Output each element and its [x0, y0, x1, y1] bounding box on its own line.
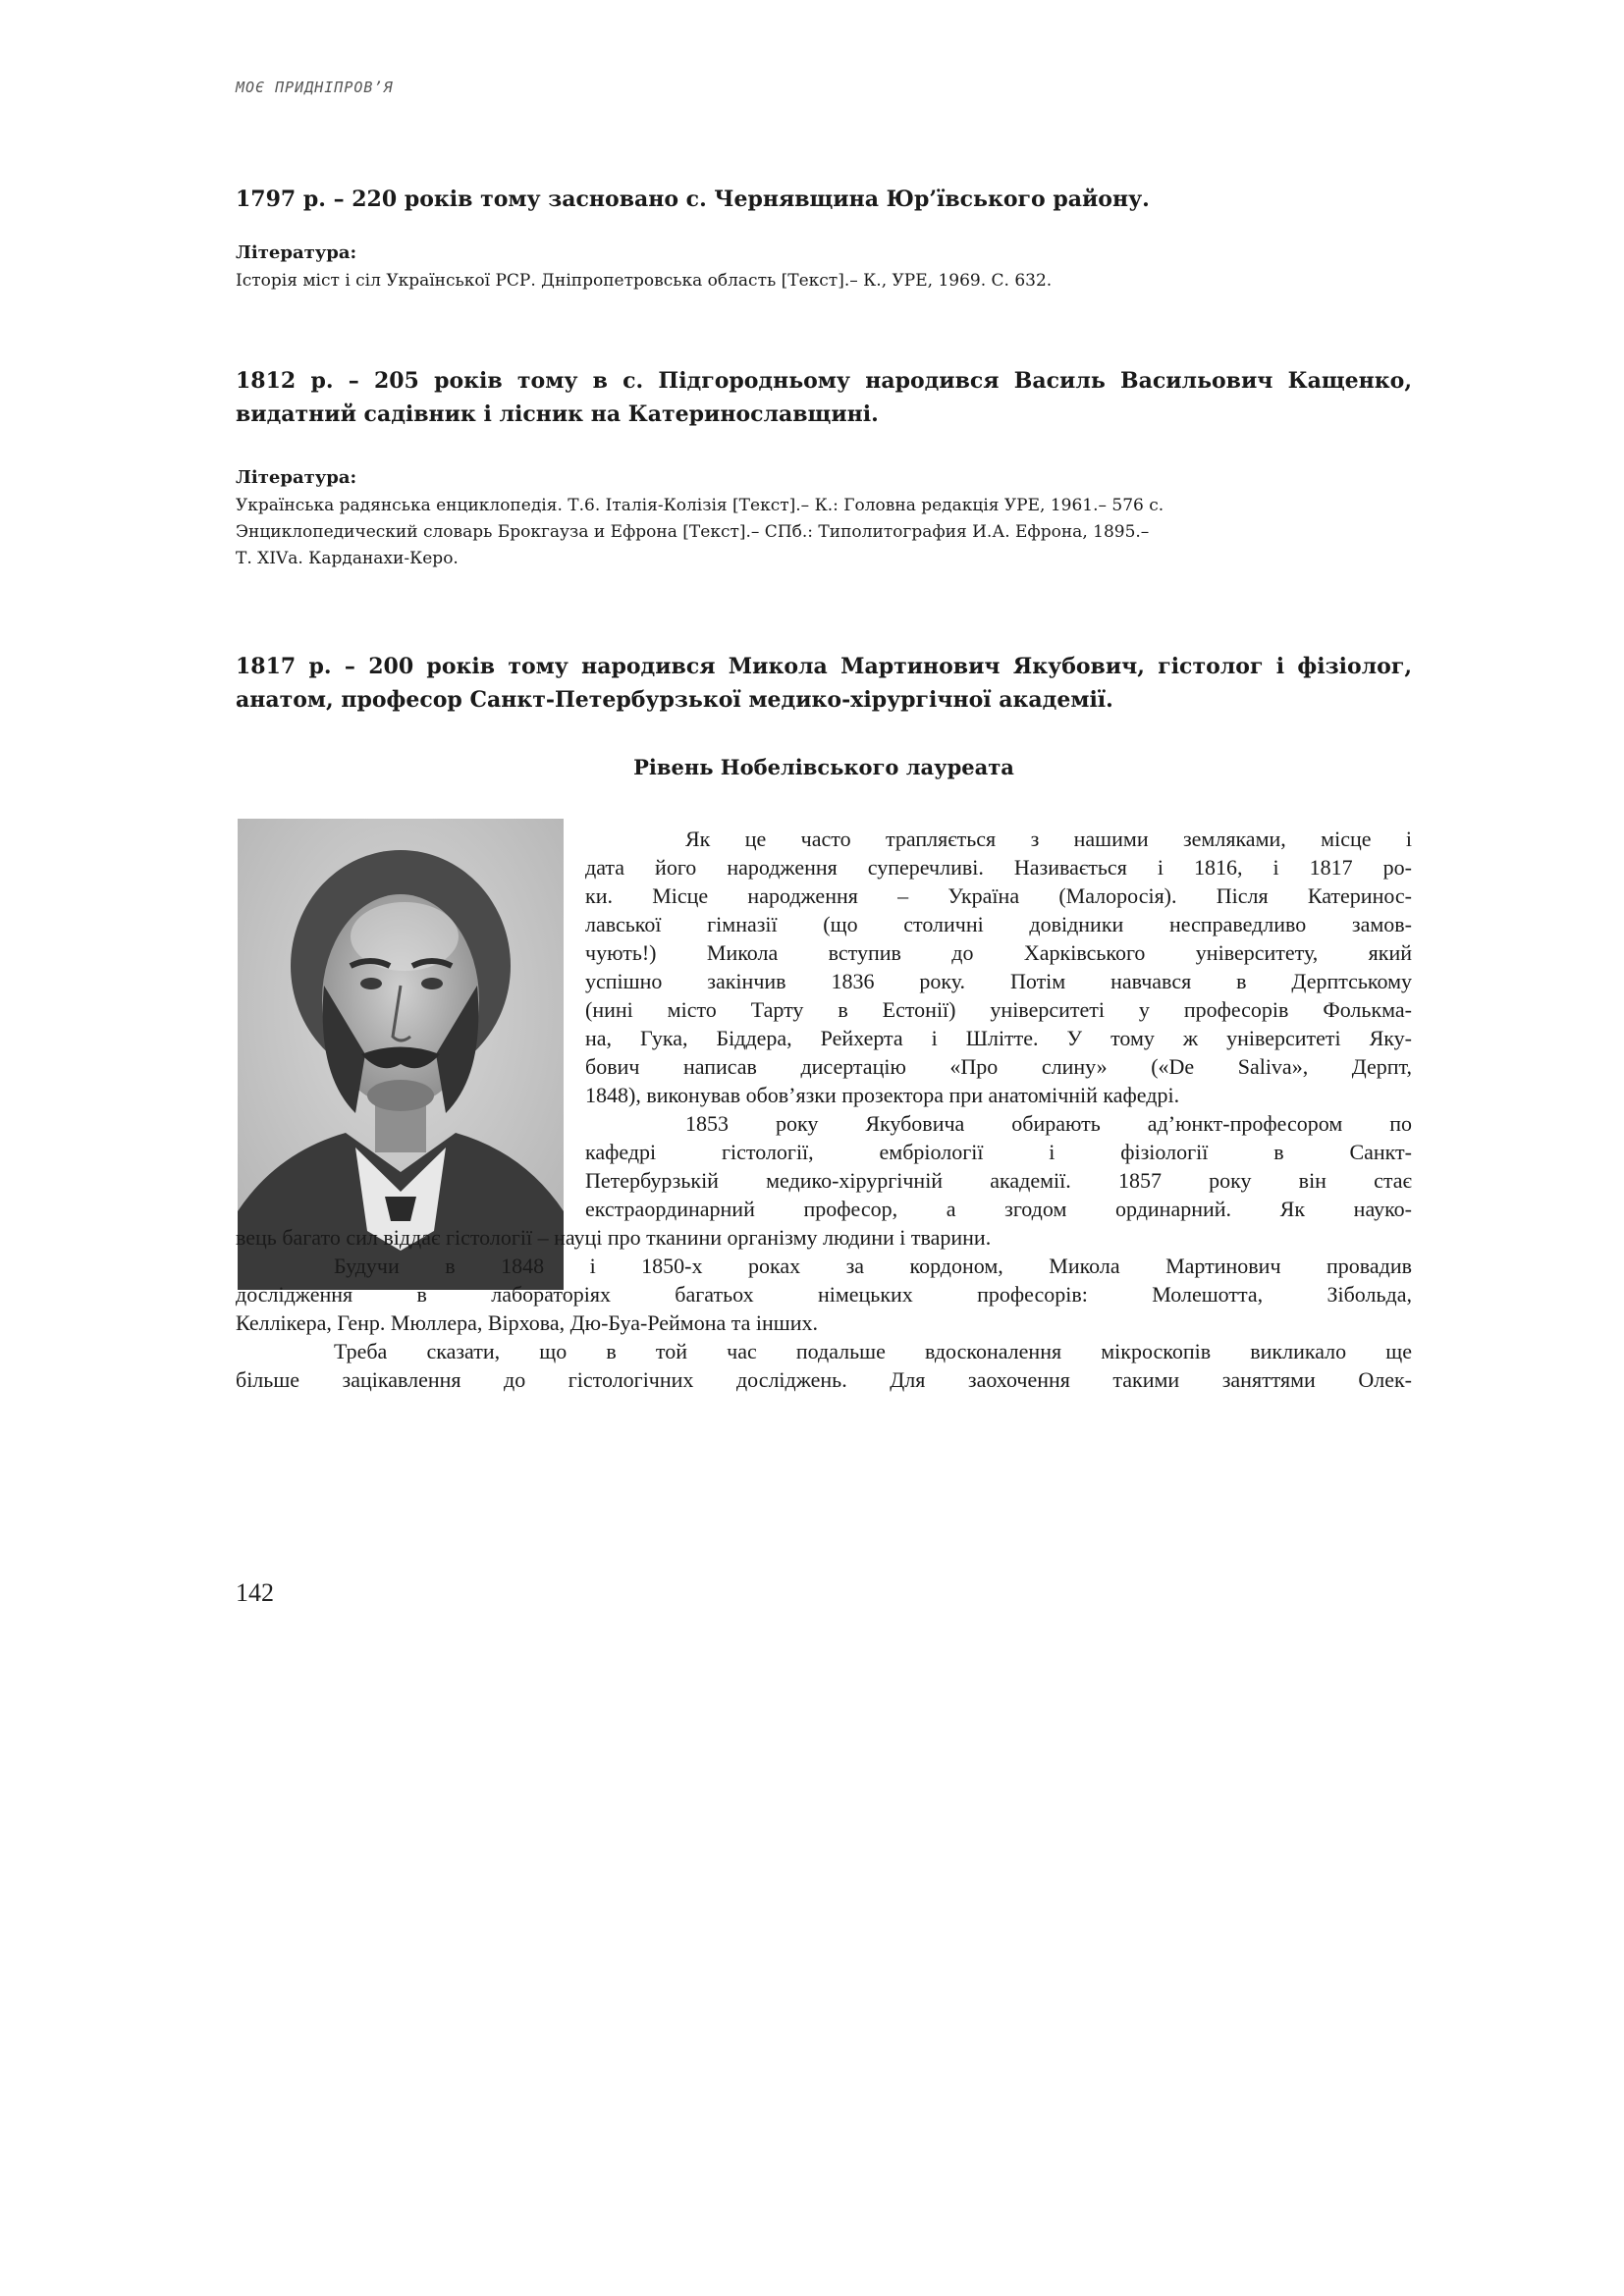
paragraph-line: дата його народження суперечливі. Називається і 1816, і 1817 ро-: [585, 855, 1412, 880]
article-text-full-width: [236, 1223, 1412, 1394]
paragraph-line: Петербурзькій медико-хірургічній академії. 1857 року він стає: [585, 1168, 1412, 1193]
paragraph-line: (нині місто Тарту в Естонії) університеті у професорів Фолькма-: [585, 997, 1412, 1022]
paragraph-line: успішно закінчив 1836 року. Потім навчався в Дерптському: [585, 969, 1412, 993]
paragraph-line: кафедрі гістології, ембріології і фізіології в Санкт-: [585, 1140, 1412, 1164]
entry-title-1812: 1812 р. – 205 років тому в с. Підгородньому народився Василь Васильович Кащенко, видатний садівник і лісник на Катеринославщині.: [236, 368, 1412, 427]
literature-item: Історія міст і сіл Української РСР. Дніпропетровська область [Текст].– К., УРЕ, 1969. С. 632.: [236, 271, 1053, 291]
paragraph-line: бович написав дисертацію «Про слину» («De Saliva», Дерпт,: [585, 1054, 1412, 1079]
page-number: 142: [236, 1578, 274, 1607]
paragraph-line: 1853 року Якубовича обирають ад’юнкт-професором по: [685, 1111, 1412, 1136]
paragraph-line: 1848), виконував обов’язки прозектора при анатомічній кафедрі.: [585, 1083, 1180, 1107]
paragraph-line: Треба сказати, що в той час подальше вдосконалення мікроскопів викликало ще: [334, 1339, 1412, 1363]
literature-label: Література:: [236, 242, 357, 263]
paragraph-line: більше зацікавлення до гістологічних досліджень. Для заохочення такими заняттями Олек-: [236, 1367, 1412, 1392]
paragraph-line: дослідження в лабораторіях багатьох німецьких професорів: Молешотта, Зібольда,: [236, 1282, 1412, 1307]
paragraph-line: лавської гімназії (що столичні довідники несправедливо замов-: [585, 912, 1412, 936]
literature-item: Энциклопедический словарь Брокгауза и Ефрона [Текст].– СПб.: Типолитография И.А. Ефрона, 1895.–: [236, 522, 1150, 542]
literature-item: Українська радянська енциклопедія. Т.6. Італія-Колізія [Текст].– К.: Головна редакція УРЕ, 1961.– 576 с.: [236, 496, 1164, 515]
literature-list: [236, 268, 1412, 294]
literature-label: Література:: [236, 467, 357, 488]
paragraph-line: ки. Місце народження – Україна (Малоросія). Після Катеринос-: [585, 883, 1412, 908]
paragraph-line: на, Гука, Біддера, Рейхерта і Шлітте. У тому ж університеті Яку-: [585, 1026, 1412, 1050]
literature-list: [236, 493, 1412, 572]
paragraph-line: Будучи в 1848 і 1850-х роках за кордоном, Микола Мартинович провадив: [334, 1254, 1412, 1278]
literature-item: Т. XIVа. Карданахи-Керо.: [236, 549, 459, 568]
entry-title-1817: 1817 р. – 200 років тому народився Микола Мартинович Якубович, гістолог і фізіолог, анатом, професор Санкт-Петербурзької медико-хірургічної академії.: [236, 654, 1412, 713]
portrait-photo-icon: [238, 819, 564, 1290]
paragraph-line: Як це часто трапляється з нашими земляками, місце і: [685, 827, 1412, 851]
paragraph-line: вець багато сил віддає гістології – науці про тканини організму людини і тварини.: [236, 1225, 992, 1250]
running-head: МОЄ ПРИДНІПРОВ’Я: [236, 79, 394, 96]
entry-title-1797: 1797 р. – 220 років тому засновано с. Чернявщина Юр’ївського району.: [236, 187, 1150, 212]
paragraph-line: екстраординарний професор, а згодом ординарний. Як науко-: [585, 1197, 1412, 1221]
article-subtitle: Рівень Нобелівського лауреата: [633, 755, 1014, 779]
portrait-photo: [238, 819, 564, 1290]
article-text-beside-photo: [585, 825, 1412, 1223]
paragraph-line: чують!) Микола вступив до Харківського університету, який: [585, 940, 1412, 965]
paragraph-line: Келлікера, Генр. Мюллера, Вірхова, Дю-Буа-Реймона та інших.: [236, 1310, 819, 1335]
